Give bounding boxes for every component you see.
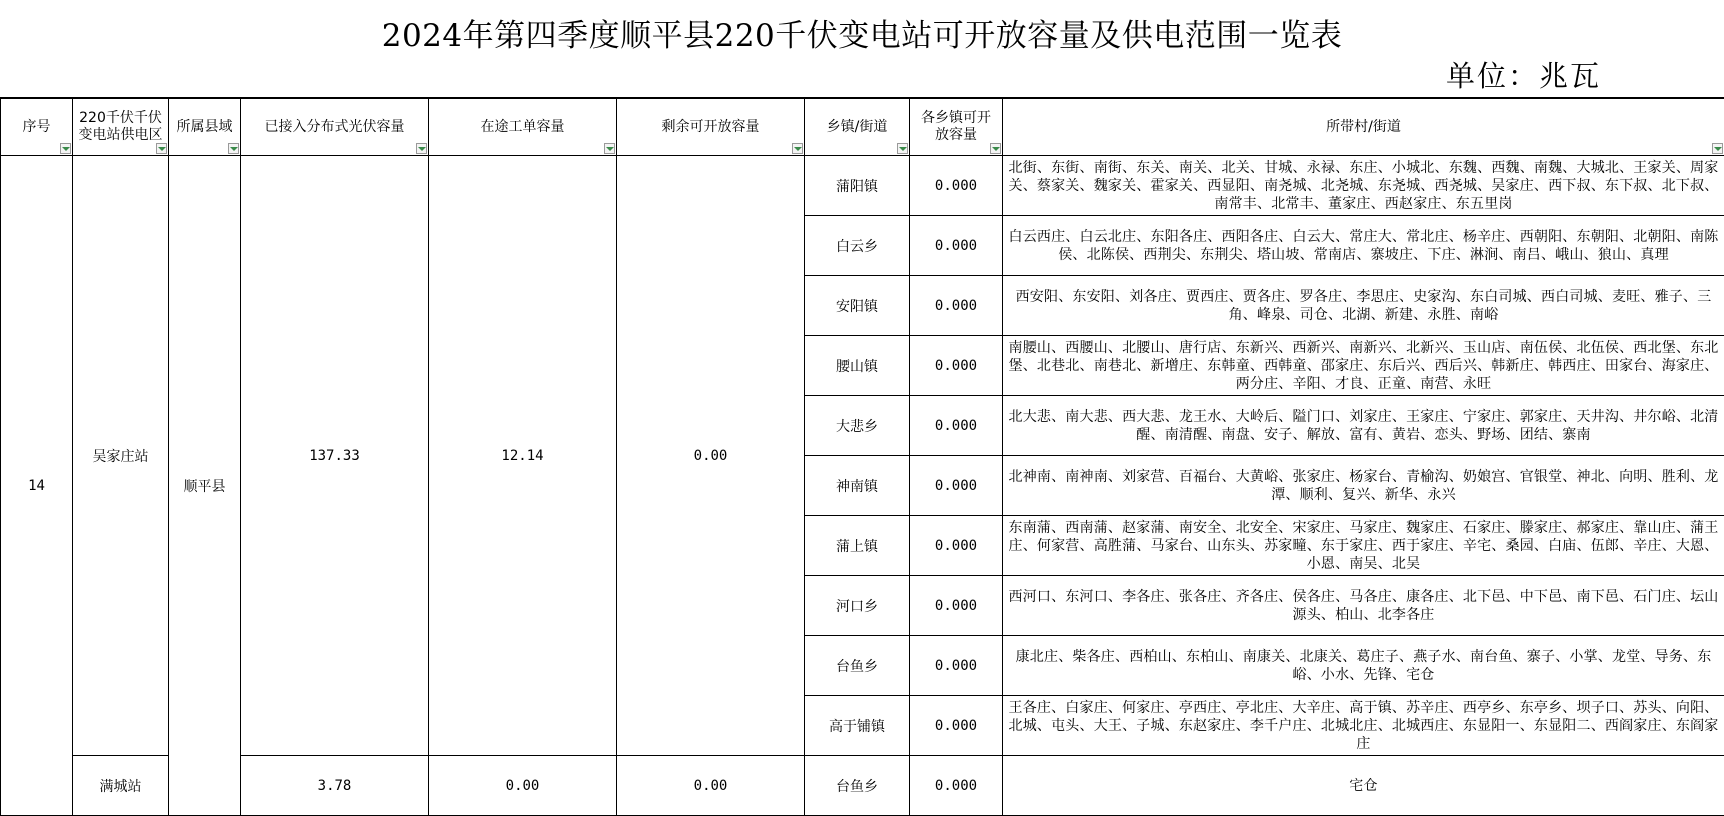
connected-cell[interactable]: 137.33 (241, 156, 429, 756)
town-capacity-cell[interactable]: 0.000 (910, 576, 1003, 636)
filter-dropdown-icon[interactable] (228, 143, 239, 154)
filter-dropdown-icon[interactable] (897, 143, 908, 154)
header-pending[interactable]: 在途工单容量 (429, 99, 617, 156)
remaining-cell[interactable]: 0.00 (617, 156, 805, 756)
table-row (1, 756, 1724, 816)
filter-dropdown-icon[interactable] (604, 143, 615, 154)
header-villages[interactable]: 所带村/街道 (1003, 99, 1724, 156)
villages-cell[interactable]: 东南蒲、西南蒲、赵家蒲、南安全、北安全、宋家庄、马家庄、魏家庄、石家庄、滕家庄、郝家庄、靠山庄、蒲王庄、何家营、高胜蒲、马家台、山东头、苏家疃、东于家庄、西于家庄、辛宅、桑园、白庙、伍郎、辛庄、大恩、小恩、南吴、北吴 (1003, 516, 1724, 576)
villages-cell[interactable]: 南腰山、西腰山、北腰山、唐行店、东新兴、西新兴、南新兴、北新兴、玉山店、南伍侯、北伍侯、西北堡、东北堡、北巷北、南巷北、新增庄、东韩童、西韩童、邵家庄、东后兴、西后兴、韩新庄、韩西庄、田家台、海家庄、两分庄、辛阳、才良、正童、南营、永旺 (1003, 336, 1724, 396)
title-area (0, 0, 1724, 98)
town-cell[interactable]: 蒲上镇 (805, 516, 910, 576)
villages-cell[interactable]: 北大悲、南大悲、西大悲、龙王水、大岭后、隘门口、刘家庄、王家庄、宁家庄、郭家庄、天井沟、井尔峪、北清醒、南清醒、南盘、安子、解放、富有、黄岩、恋头、野场、团结、寨南 (1003, 396, 1724, 456)
villages-cell[interactable]: 康北庄、柴各庄、西柏山、东柏山、南康关、北康关、葛庄子、燕子水、南台鱼、寨子、小掌、龙堂、导务、东峪、小水、先锋、宅仓 (1003, 636, 1724, 696)
town-capacity-cell[interactable]: 0.000 (910, 336, 1003, 396)
town-capacity-cell[interactable]: 0.000 (910, 756, 1003, 816)
town-capacity-cell[interactable]: 0.000 (910, 636, 1003, 696)
filter-dropdown-icon[interactable] (990, 143, 1001, 154)
town-cell[interactable]: 台鱼乡 (805, 756, 910, 816)
header-town-capacity[interactable]: 各乡镇可开放容量 (910, 99, 1003, 156)
filter-dropdown-icon[interactable] (792, 143, 803, 154)
pending-cell[interactable]: 0.00 (429, 756, 617, 816)
villages-cell[interactable]: 宅仓 (1003, 756, 1724, 816)
header-county[interactable]: 所属县域 (169, 99, 241, 156)
filter-dropdown-icon[interactable] (1712, 143, 1723, 154)
header-remaining[interactable]: 剩余可开放容量 (617, 99, 805, 156)
table-row (1, 156, 1724, 216)
filter-dropdown-icon[interactable] (156, 143, 167, 154)
filter-dropdown-icon[interactable] (416, 143, 427, 154)
town-capacity-cell[interactable]: 0.000 (910, 456, 1003, 516)
town-cell[interactable]: 蒲阳镇 (805, 156, 910, 216)
header-seq[interactable]: 序号 (1, 99, 73, 156)
station-cell[interactable]: 满城站 (73, 756, 169, 816)
villages-cell[interactable]: 北神南、南神南、刘家营、百福台、大黄峪、张家庄、杨家台、青榆沟、奶娘宫、官银堂、神北、向明、胜利、龙潭、顺利、复兴、新华、永兴 (1003, 456, 1724, 516)
town-cell[interactable]: 白云乡 (805, 216, 910, 276)
town-capacity-cell[interactable]: 0.000 (910, 516, 1003, 576)
town-capacity-cell[interactable]: 0.000 (910, 216, 1003, 276)
villages-cell[interactable]: 北街、东街、南街、东关、南关、北关、甘城、永禄、东庄、小城北、东魏、西魏、南魏、大城北、王家关、周家关、蔡家关、魏家关、霍家关、西显阳、南尧城、北尧城、东尧城、西尧城、吴家庄、西下叔、东下叔、北下叔、南常丰、北常丰、董家庄、西赵家庄、东五里岗 (1003, 156, 1724, 216)
town-cell[interactable]: 台鱼乡 (805, 636, 910, 696)
town-cell[interactable]: 高于铺镇 (805, 696, 910, 756)
villages-cell[interactable]: 王各庄、白家庄、何家庄、亭西庄、亭北庄、大辛庄、高于镇、苏辛庄、西亭乡、东亭乡、坝子口、苏头、向阳、北城、屯头、大王、子城、东赵家庄、李千户庄、北城北庄、北城西庄、东显阳一、东显阳二、西阎家庄、东阎家庄 (1003, 696, 1724, 756)
header-row (1, 99, 1724, 156)
town-capacity-cell[interactable]: 0.000 (910, 276, 1003, 336)
town-capacity-cell[interactable]: 0.000 (910, 396, 1003, 456)
capacity-table (0, 98, 1724, 816)
town-cell[interactable]: 大悲乡 (805, 396, 910, 456)
seq-cell[interactable]: 14 (1, 156, 73, 816)
station-cell[interactable]: 吴家庄站 (73, 156, 169, 756)
unit-label: 单位：兆瓦 (1446, 54, 1601, 95)
header-station[interactable]: 220千伏千伏变电站供电区 (73, 99, 169, 156)
villages-cell[interactable]: 白云西庄、白云北庄、东阳各庄、西阳各庄、白云大、常庄大、常北庄、杨辛庄、西朝阳、东朝阳、北朝阳、南陈侯、北陈侯、西荆尖、东荆尖、塔山坡、常南店、寨坡庄、下庄、淋涧、南吕、峨山、狼山、真理 (1003, 216, 1724, 276)
county-cell[interactable]: 顺平县 (169, 156, 241, 816)
header-connected[interactable]: 已接入分布式光伏容量 (241, 99, 429, 156)
remaining-cell[interactable]: 0.00 (617, 756, 805, 816)
villages-cell[interactable]: 西河口、东河口、李各庄、张各庄、齐各庄、侯各庄、马各庄、康各庄、北下邑、中下邑、南下邑、石门庄、坛山源头、柏山、北李各庄 (1003, 576, 1724, 636)
town-capacity-cell[interactable]: 0.000 (910, 156, 1003, 216)
villages-cell[interactable]: 西安阳、东安阳、刘各庄、贾西庄、贾各庄、罗各庄、李思庄、史家沟、东白司城、西白司城、麦旺、雅子、三角、峰泉、司仓、北湖、新建、永胜、南峪 (1003, 276, 1724, 336)
page-title: 2024年第四季度顺平县220千伏变电站可开放容量及供电范围一览表 (0, 10, 1724, 55)
town-cell[interactable]: 腰山镇 (805, 336, 910, 396)
town-capacity-cell[interactable]: 0.000 (910, 696, 1003, 756)
town-cell[interactable]: 河口乡 (805, 576, 910, 636)
filter-dropdown-icon[interactable] (60, 143, 71, 154)
header-town[interactable]: 乡镇/街道 (805, 99, 910, 156)
town-cell[interactable]: 安阳镇 (805, 276, 910, 336)
connected-cell[interactable]: 3.78 (241, 756, 429, 816)
pending-cell[interactable]: 12.14 (429, 156, 617, 756)
town-cell[interactable]: 神南镇 (805, 456, 910, 516)
